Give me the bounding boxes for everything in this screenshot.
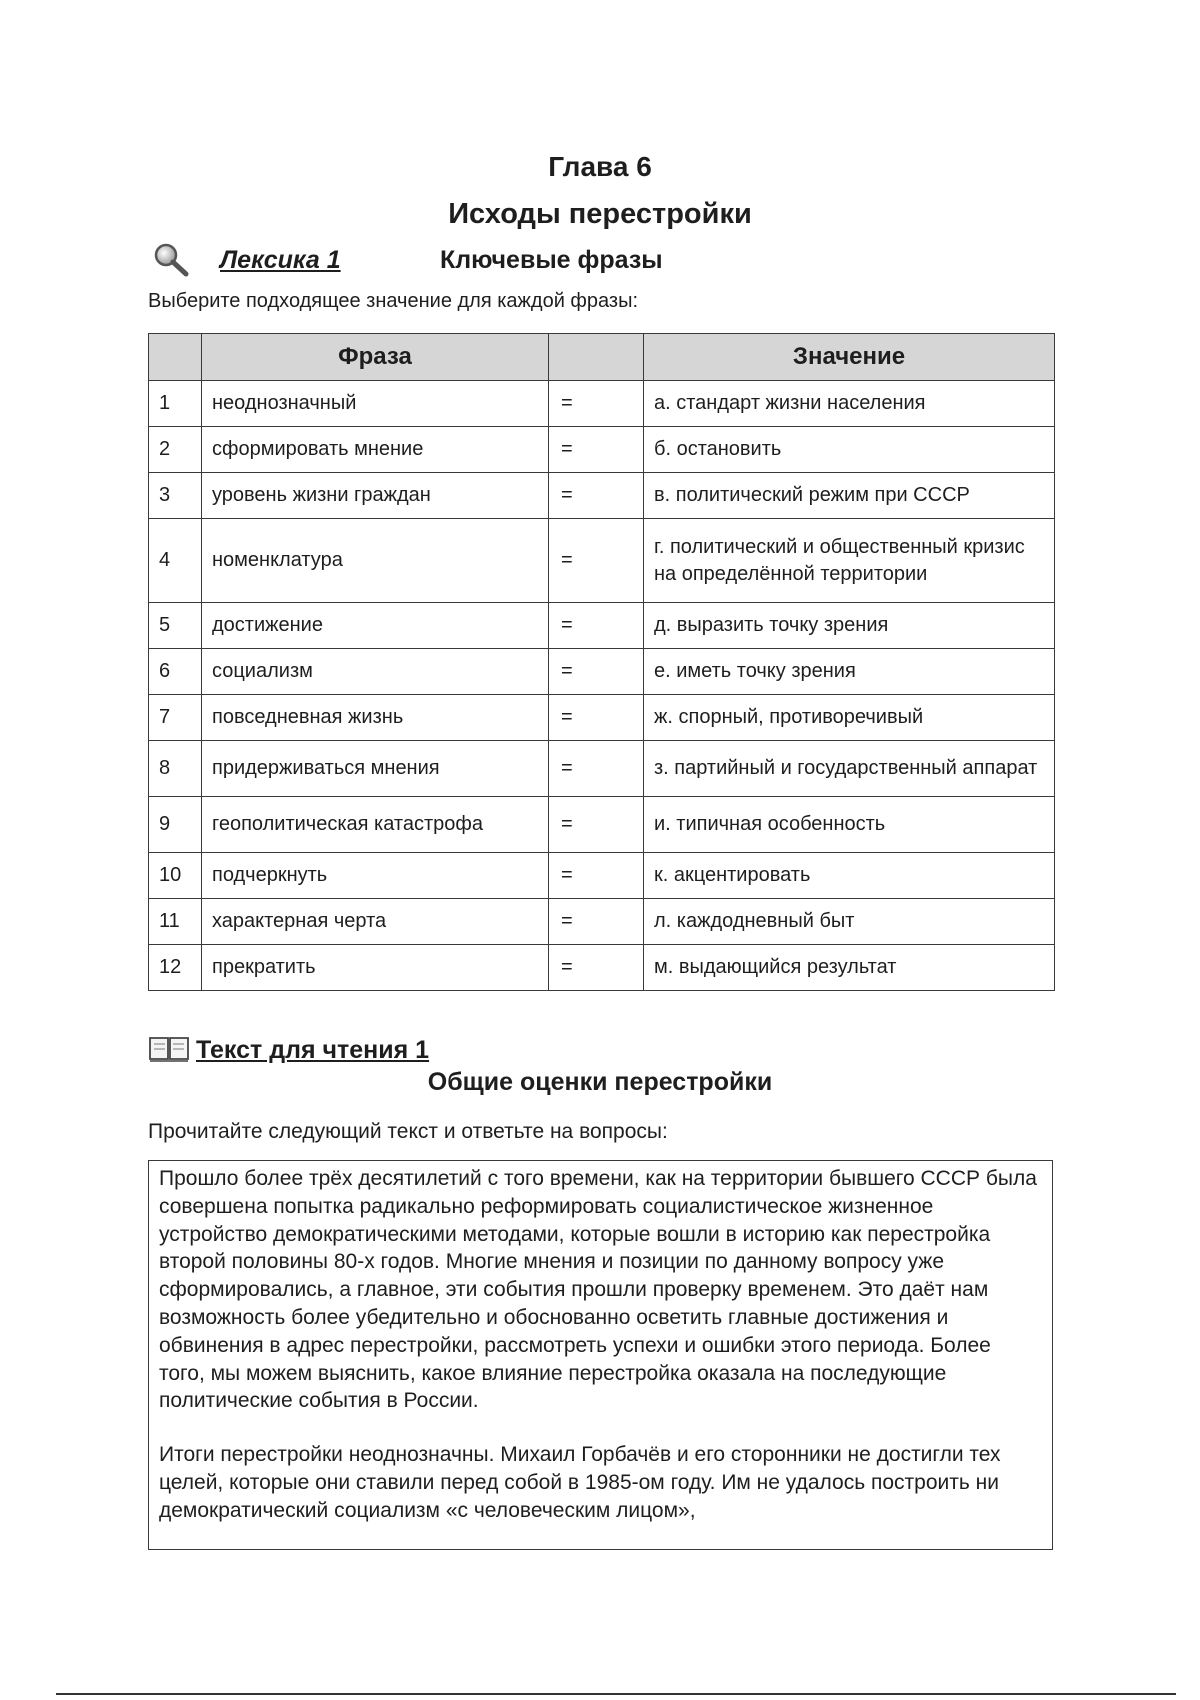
row-equals: = — [549, 603, 644, 649]
table-row — [149, 797, 1055, 853]
row-phrase: геополитическая катастрофа — [202, 797, 549, 853]
row-number: 3 — [149, 473, 202, 519]
row-meaning: г. политический и общественный кризис на определённой территории — [644, 519, 1055, 603]
reading-label: Текст для чтения 1 — [196, 1036, 430, 1064]
row-equals: = — [549, 797, 644, 853]
row-phrase: номенклатура — [202, 519, 549, 603]
row-phrase: социализм — [202, 649, 549, 695]
row-number: 12 — [149, 945, 202, 991]
row-equals: = — [549, 945, 644, 991]
row-number: 6 — [149, 649, 202, 695]
row-number: 7 — [149, 695, 202, 741]
row-number: 4 — [149, 519, 202, 603]
table-header-row — [149, 334, 1055, 381]
page-bottom-rule — [56, 1693, 1176, 1695]
row-phrase: прекратить — [202, 945, 549, 991]
row-equals: = — [549, 381, 644, 427]
table-row — [149, 741, 1055, 797]
row-number: 11 — [149, 899, 202, 945]
row-meaning: м. выдающийся результат — [644, 945, 1055, 991]
table-row — [149, 649, 1055, 695]
row-number: 8 — [149, 741, 202, 797]
row-meaning: в. политический режим при СССР — [644, 473, 1055, 519]
magnifier-icon — [152, 242, 192, 278]
row-equals: = — [549, 519, 644, 603]
row-meaning: к. акцентировать — [644, 853, 1055, 899]
vocabulary-table — [148, 333, 1055, 991]
row-equals: = — [549, 649, 644, 695]
row-phrase: уровень жизни граждан — [202, 473, 549, 519]
row-meaning: з. партийный и государственный аппарат — [644, 741, 1055, 797]
table-row — [149, 427, 1055, 473]
header-eq — [549, 334, 644, 381]
table-row — [149, 381, 1055, 427]
row-meaning: б. остановить — [644, 427, 1055, 473]
row-equals: = — [549, 473, 644, 519]
header-meaning: Значение — [644, 334, 1055, 381]
row-number: 2 — [149, 427, 202, 473]
row-meaning: е. иметь точку зрения — [644, 649, 1055, 695]
row-number: 1 — [149, 381, 202, 427]
row-phrase: повседневная жизнь — [202, 695, 549, 741]
row-phrase: сформировать мнение — [202, 427, 549, 473]
table-row — [149, 473, 1055, 519]
row-phrase: подчеркнуть — [202, 853, 549, 899]
lexicon-topic: Ключевые фразы — [440, 246, 663, 274]
table-row — [149, 945, 1055, 991]
lexicon-label: Лексика 1 — [220, 246, 341, 274]
reading-title: Общие оценки перестройки — [427, 1068, 773, 1096]
row-equals: = — [549, 695, 644, 741]
row-meaning: л. каждодневный быт — [644, 899, 1055, 945]
header-phrase: Фраза — [202, 334, 549, 381]
row-phrase: характерная черта — [202, 899, 549, 945]
row-number: 9 — [149, 797, 202, 853]
row-meaning: а. стандарт жизни населения — [644, 381, 1055, 427]
table-row — [149, 519, 1055, 603]
lexicon-heading — [150, 240, 1050, 280]
chapter-title: Исходы перестройки — [448, 198, 752, 230]
row-phrase: неоднозначный — [202, 381, 549, 427]
row-number: 10 — [149, 853, 202, 899]
row-phrase: достижение — [202, 603, 549, 649]
row-meaning: и. типичная особенность — [644, 797, 1055, 853]
row-phrase: придерживаться мнения — [202, 741, 549, 797]
table-row — [149, 695, 1055, 741]
reading-instruction: Прочитайте следующий текст и ответьте на вопросы: — [148, 1120, 668, 1143]
row-equals: = — [549, 741, 644, 797]
table-row — [149, 853, 1055, 899]
chapter-number: Глава 6 — [548, 151, 652, 182]
row-equals: = — [549, 853, 644, 899]
table-row — [149, 899, 1055, 945]
row-meaning: д. выразить точку зрения — [644, 603, 1055, 649]
lexicon-instruction: Выберите подходящее значение для каждой фразы: — [148, 290, 639, 312]
row-equals: = — [549, 899, 644, 945]
reading-paragraph: Прошло более трёх десятилетий с того времени, как на территории бывшего СССР была совершена попытка радикально реформировать социалистическое жизненное устройство демократическими методами, которые вошли в историю как перестройка второй половины 80-х годов. Многие мнения и позиции по данному вопросу уже сформировались, а главное, эти события прошли проверку временем. Это даёт нам возможность более убедительно и обоснованно осветить главные достижения и обвинения в адрес перестройки, рассмотреть успехи и ошибки этого периода. Более того, мы можем выяснить, какое влияние перестройка оказала на последующие политические события в России. — [159, 1167, 1037, 1413]
header-num — [149, 334, 202, 381]
row-number: 5 — [149, 603, 202, 649]
row-meaning: ж. спорный, противоречивый — [644, 695, 1055, 741]
row-equals: = — [549, 427, 644, 473]
reading-text-box — [148, 1160, 1053, 1550]
reading-paragraph: Итоги перестройки неоднозначны. Михаил Горбачёв и его сторонники не достигли тех целей, которые они ставили перед собой в 1985-ом году. Им не удалось построить ни демократический социализм «с человеческим лицом», — [159, 1443, 1001, 1522]
table-row — [149, 603, 1055, 649]
open-book-icon — [148, 1034, 190, 1062]
reading-heading — [148, 1030, 1048, 1066]
